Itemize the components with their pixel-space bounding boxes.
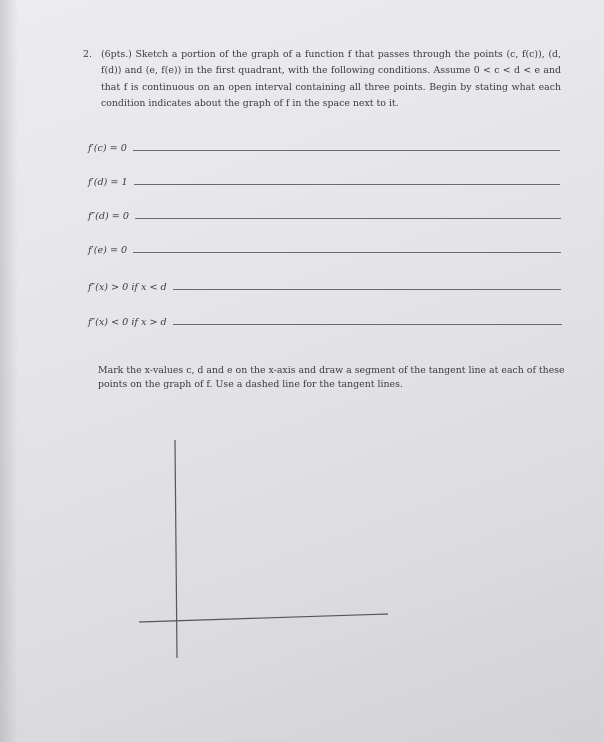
problem-text: (6pts.) Sketch a portion of the graph of a function f that passes through the points (c, f(c)), (d, f(d)) and (e, f(e)) in the first quadrant, with the following conditions. Assume 0 < c < d < e and that f is continuous on an open interval containing all three points. Begin by stating what each condition indicates about the graph of f in the space next to it.	[101, 49, 561, 110]
y-axis-line	[175, 440, 177, 658]
problem-number: 2.	[83, 49, 92, 60]
condition-label: f″(x) < 0 if x > d	[88, 317, 167, 328]
condition-label: f″(d) = 0	[88, 211, 130, 222]
instructions-text: Mark the x-values c, d and e on the x-axis and draw a segment of the tangent line at each of these points on the graph of f. Use a dashed line for the tangent lines.	[98, 365, 565, 390]
condition-label: f′(e) = 0	[88, 245, 128, 256]
condition-label: f″(x) > 0 if x < d	[88, 282, 167, 293]
condition-label: f′(c) = 0	[88, 143, 127, 154]
condition-label: f′(d) = 1	[88, 177, 128, 188]
